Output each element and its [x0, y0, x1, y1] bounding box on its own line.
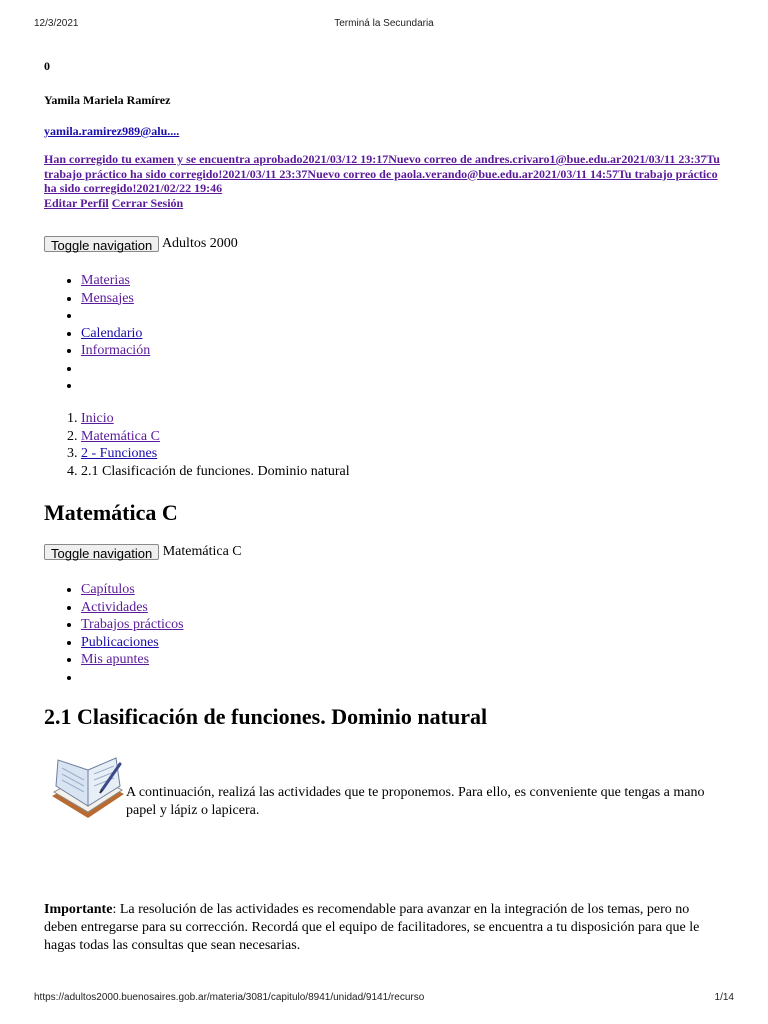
nav-item-empty-2 [81, 360, 150, 378]
breadcrumb-inicio-link[interactable]: Inicio [81, 411, 114, 426]
toggle-navigation-button[interactable]: Toggle navigation [44, 236, 159, 252]
subnav-item [81, 616, 184, 634]
notifications-link[interactable]: Han corregido tu examen y se encuentra aprobado2021/03/12 19:17Nuevo correo de andres.crivaro1@bue.edu.ar2021/03/11 23:37Tu trabajo práctico ha sido corregido!2021/03/11 23:37Nuevo correo de paola.verando@bue.edu.ar2021/03/11 14:57Tu trabajo práctico ha sido corregido!2021/02/22 19:46 [44, 152, 720, 195]
nav-item-informacion [81, 342, 150, 360]
subject-toggle-navigation-button[interactable]: Toggle navigation [44, 544, 159, 560]
subject-title: Matemática C [44, 500, 178, 525]
user-name: Yamila Mariela Ramírez [44, 93, 171, 107]
notebook-pen-icon [46, 756, 126, 831]
print-date: 12/3/2021 [34, 18, 79, 29]
nav-link-mensajes[interactable]: Mensajes [81, 290, 134, 306]
edit-profile-link[interactable]: Editar Perfil [44, 195, 109, 210]
subnav-item [81, 599, 184, 617]
nav-item-empty-3 [81, 377, 150, 395]
breadcrumb [44, 410, 350, 480]
subject-navbar [44, 544, 242, 560]
breadcrumb-chapter-link[interactable]: 2 - Funciones [81, 446, 158, 461]
user-email-link[interactable]: yamila.ramirez989@alu.... [44, 124, 180, 138]
intro-text: A continuación, realizá las actividades que te proponemos. Para ello, es conveniente que tengas a mano papel y lápiz o lapicera. [126, 785, 705, 818]
breadcrumb-item [81, 445, 350, 463]
section-title: 2.1 Clasificación de funciones. Dominio natural [44, 704, 488, 729]
breadcrumb-item [81, 410, 350, 428]
subnav-actividades-link[interactable]: Actividades [81, 599, 148, 615]
print-page-number: 1/14 [714, 992, 734, 1003]
important-note [44, 901, 724, 955]
nav-item-mensajes [81, 290, 150, 308]
nav-item-empty-1 [81, 307, 150, 325]
subject-nav-list [44, 581, 184, 686]
important-label: Importante [44, 902, 113, 917]
breadcrumb-item [81, 428, 350, 446]
subnav-item-empty [81, 669, 184, 687]
subject-brand-label: Matemática C [162, 544, 242, 560]
main-nav-list [44, 272, 150, 395]
nav-link-informacion[interactable]: Información [81, 343, 151, 358]
subnav-trabajos-link[interactable]: Trabajos prácticos [81, 617, 184, 632]
breadcrumb-subject-link[interactable]: Matemática C [81, 428, 160, 444]
nav-link-calendario[interactable]: Calendario [81, 325, 143, 341]
breadcrumb-current: 4. 2.1 Clasificación de funciones. Dominio natural [81, 463, 350, 481]
subnav-capitulos-link[interactable]: Capítulos [81, 582, 135, 597]
subnav-item [81, 651, 184, 669]
brand-label: Adultos 2000 [161, 236, 238, 252]
subnav-apuntes-link[interactable]: Mis apuntes [81, 652, 150, 667]
top-navbar [44, 236, 238, 252]
subnav-item [81, 581, 184, 599]
nav-link-materias[interactable]: Materias [81, 273, 130, 288]
important-text: : La resolución de las actividades es recomendable para avanzar en la integración de los temas, pero no deben entregarse para su corrección. Recordá que el equipo de facilitadores, se encuentra a tu disposición para que le hagas todas las consultas que sean necesarias. [44, 902, 700, 953]
subnav-publicaciones-link[interactable]: Publicaciones [81, 634, 159, 650]
logout-link[interactable]: Cerrar Sesión [111, 195, 184, 210]
subnav-item [81, 634, 184, 652]
nav-item-calendario [81, 325, 150, 343]
nav-item-materias [81, 272, 150, 290]
print-title: Terminá la Secundaria [334, 18, 434, 29]
notification-count: 0 [44, 59, 50, 73]
notifications-panel [44, 152, 724, 210]
print-url: https://adultos2000.buenosaires.gob.ar/materia/3081/capitulo/8941/unidad/9141/recurso [34, 992, 425, 1003]
